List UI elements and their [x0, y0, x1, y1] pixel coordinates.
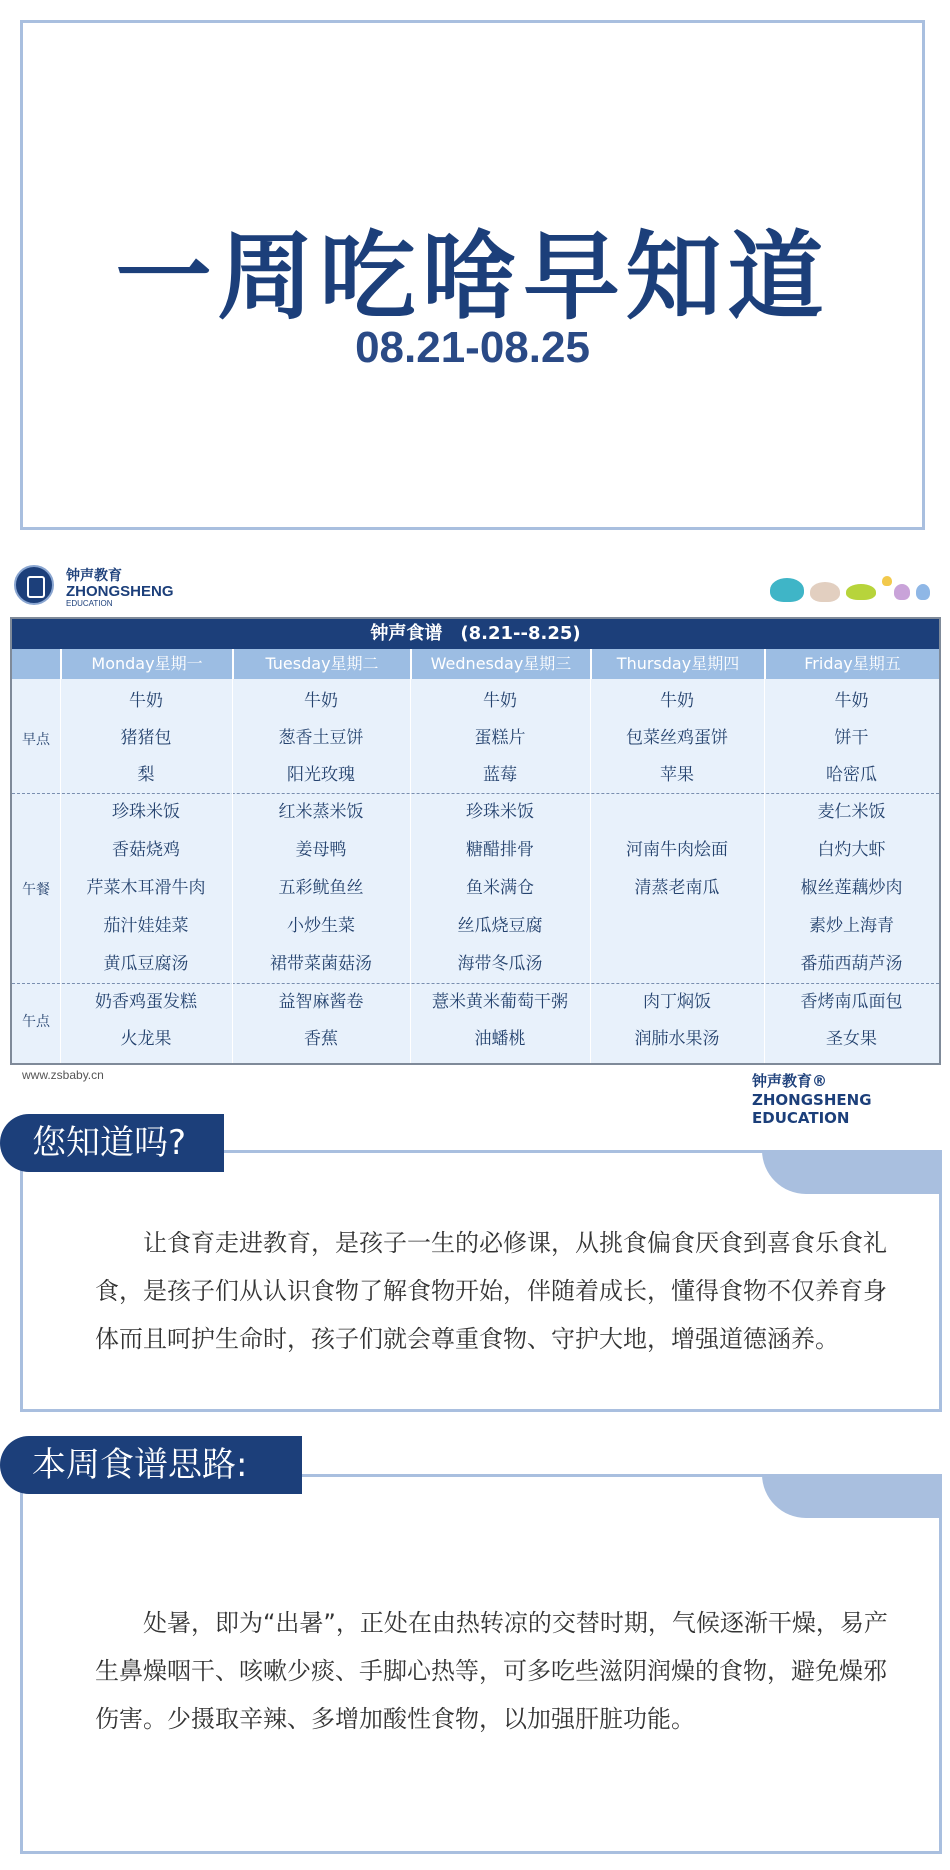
menu-cell: 椒丝莲藕炒肉	[800, 878, 903, 898]
day-header: Wednesday星期三	[410, 649, 590, 679]
menu-cell: 麦仁米饭	[817, 802, 886, 822]
brand-logo	[14, 563, 174, 613]
animal-parade-icon	[770, 572, 940, 608]
menu-cell: 益智麻酱卷	[278, 992, 364, 1012]
menu-cell: 蓝莓	[483, 765, 517, 785]
menu-cell: 哈密瓜	[826, 765, 877, 785]
lamb-icon	[810, 582, 840, 602]
menu-cell: 素炒上海青	[809, 916, 894, 936]
menu-cell: 裙带菜菌菇汤	[270, 954, 372, 974]
date-range: 08.21-08.25	[355, 323, 590, 372]
menu-cell: 油蟠桃	[474, 1029, 526, 1049]
menu-cell: 香烤南瓜面包	[800, 992, 903, 1012]
menu-cell	[590, 946, 764, 982]
menu-cell: 糖醋排骨	[466, 840, 534, 860]
cat-icon	[846, 584, 876, 600]
menu-cell: 丝瓜烧豆腐	[457, 916, 543, 936]
idea-card	[20, 1474, 942, 1854]
day-header: Tuesday星期二	[232, 649, 410, 679]
brand-footer: 钟声教育® ZHONGSHENG EDUCATION	[752, 1072, 872, 1127]
menu-cell	[590, 794, 764, 830]
day-header: Monday星期一	[60, 649, 232, 679]
menu-cell: 珍珠米饭	[466, 802, 534, 822]
menu-cell: 圣女果	[826, 1029, 877, 1049]
menu-title: 钟声食谱 (8.21--8.25)	[12, 619, 939, 649]
column-divider	[60, 679, 61, 1063]
menu-cell: 牛奶	[304, 691, 338, 711]
brand-edu: EDUCATION	[66, 599, 113, 608]
menu-cell: 猪猪包	[120, 728, 172, 748]
menu-cell: 海带冬瓜汤	[457, 954, 543, 974]
menu-cell: 香菇烧鸡	[112, 840, 180, 860]
menu-cell: 肉丁焖饭	[643, 992, 711, 1012]
idea-title: 本周食谱思路:	[0, 1436, 302, 1494]
menu-cell: 薏米黄米葡萄干粥	[432, 992, 568, 1012]
column-divider	[232, 679, 233, 1063]
menu-cell: 牛奶	[129, 691, 163, 711]
corner-decoration	[762, 1150, 942, 1194]
column-divider	[410, 679, 411, 1063]
menu-cell	[590, 908, 764, 944]
bird-icon	[916, 584, 930, 600]
brand-name-cn: 钟声教育	[66, 568, 122, 584]
menu-cell: 火龙果	[120, 1029, 172, 1049]
menu-table	[10, 617, 941, 1065]
day-header: Thursday星期四	[590, 649, 764, 679]
menu-cell: 小炒生菜	[287, 916, 355, 936]
menu-cell: 牛奶	[834, 691, 869, 711]
know-text: 让食育走进教育，是孩子一生的必修课，从挑食偏食厌食到喜食乐食礼食，是孩子们从认识食物了解食物开始，伴随着成长，懂得食物不仅养育身体而且呵护生命时，孩子们就会尊重食物、守护大地，增强道德涵养。	[95, 1229, 887, 1353]
column-divider	[590, 679, 591, 1063]
menu-cell: 苹果	[660, 765, 694, 785]
menu-cell: 红米蒸米饭	[278, 802, 364, 822]
elephant-icon	[770, 578, 804, 602]
corner-decoration	[762, 1474, 942, 1518]
title-card	[20, 20, 925, 530]
menu-cell: 清蒸老南瓜	[634, 878, 720, 898]
menu-cell: 牛奶	[660, 691, 694, 711]
bunny-icon	[894, 584, 910, 600]
menu-cell: 润肺水果汤	[634, 1029, 720, 1049]
day-header: Friday星期五	[764, 649, 939, 679]
meal-label: 午餐	[22, 882, 50, 898]
menu-cell: 白灼大虾	[817, 840, 886, 860]
menu-cell: 蛋糕片	[474, 728, 526, 748]
menu-cell: 茄汁娃娃菜	[103, 916, 189, 936]
logo-emblem-icon	[14, 565, 54, 605]
know-title: 您知道吗?	[0, 1114, 224, 1172]
website-url: www.zsbaby.cn	[22, 1068, 104, 1082]
menu-cell: 饼干	[834, 728, 869, 748]
menu-cell: 五彩鱿鱼丝	[278, 878, 364, 898]
brand-name-en: ZHONGSHENG	[66, 583, 174, 600]
menu-cell: 葱香土豆饼	[278, 728, 364, 748]
menu-cell: 梨	[137, 765, 155, 785]
menu-cell: 姜母鸭	[295, 840, 347, 860]
star-icon	[882, 576, 892, 586]
menu-cell: 番茄西葫芦汤	[800, 954, 903, 974]
day-header-corner	[12, 649, 60, 679]
menu-cell: 牛奶	[483, 691, 517, 711]
menu-cell: 鱼米满仓	[466, 878, 534, 898]
column-divider	[764, 679, 765, 1063]
menu-cell: 包菜丝鸡蛋饼	[626, 728, 728, 748]
meal-label: 午点	[22, 1014, 50, 1030]
menu-cell: 阳光玫瑰	[287, 765, 355, 785]
menu-cell: 香蕉	[304, 1029, 338, 1049]
menu-cell: 河南牛肉烩面	[626, 840, 728, 860]
know-card	[20, 1150, 942, 1412]
meal-label: 早点	[22, 731, 50, 748]
menu-cell: 奶香鸡蛋发糕	[95, 992, 197, 1012]
idea-text: 处暑，即为“出暑”，正处在由热转凉的交替时期，气候逐渐干燥，易产生鼻燥咽干、咳嗽少痰、手脚心热等，可多吃些滋阴润燥的食物，避免燥邪伤害。少摄取辛辣、多增加酸性食物，以加强肝脏功能。	[95, 1609, 888, 1733]
menu-cell: 珍珠米饭	[112, 802, 180, 822]
menu-cell: 黄瓜豆腐汤	[103, 954, 189, 974]
menu-cell: 芹菜木耳滑牛肉	[86, 878, 206, 898]
page-title: 一周吃啥早知道	[115, 221, 830, 333]
